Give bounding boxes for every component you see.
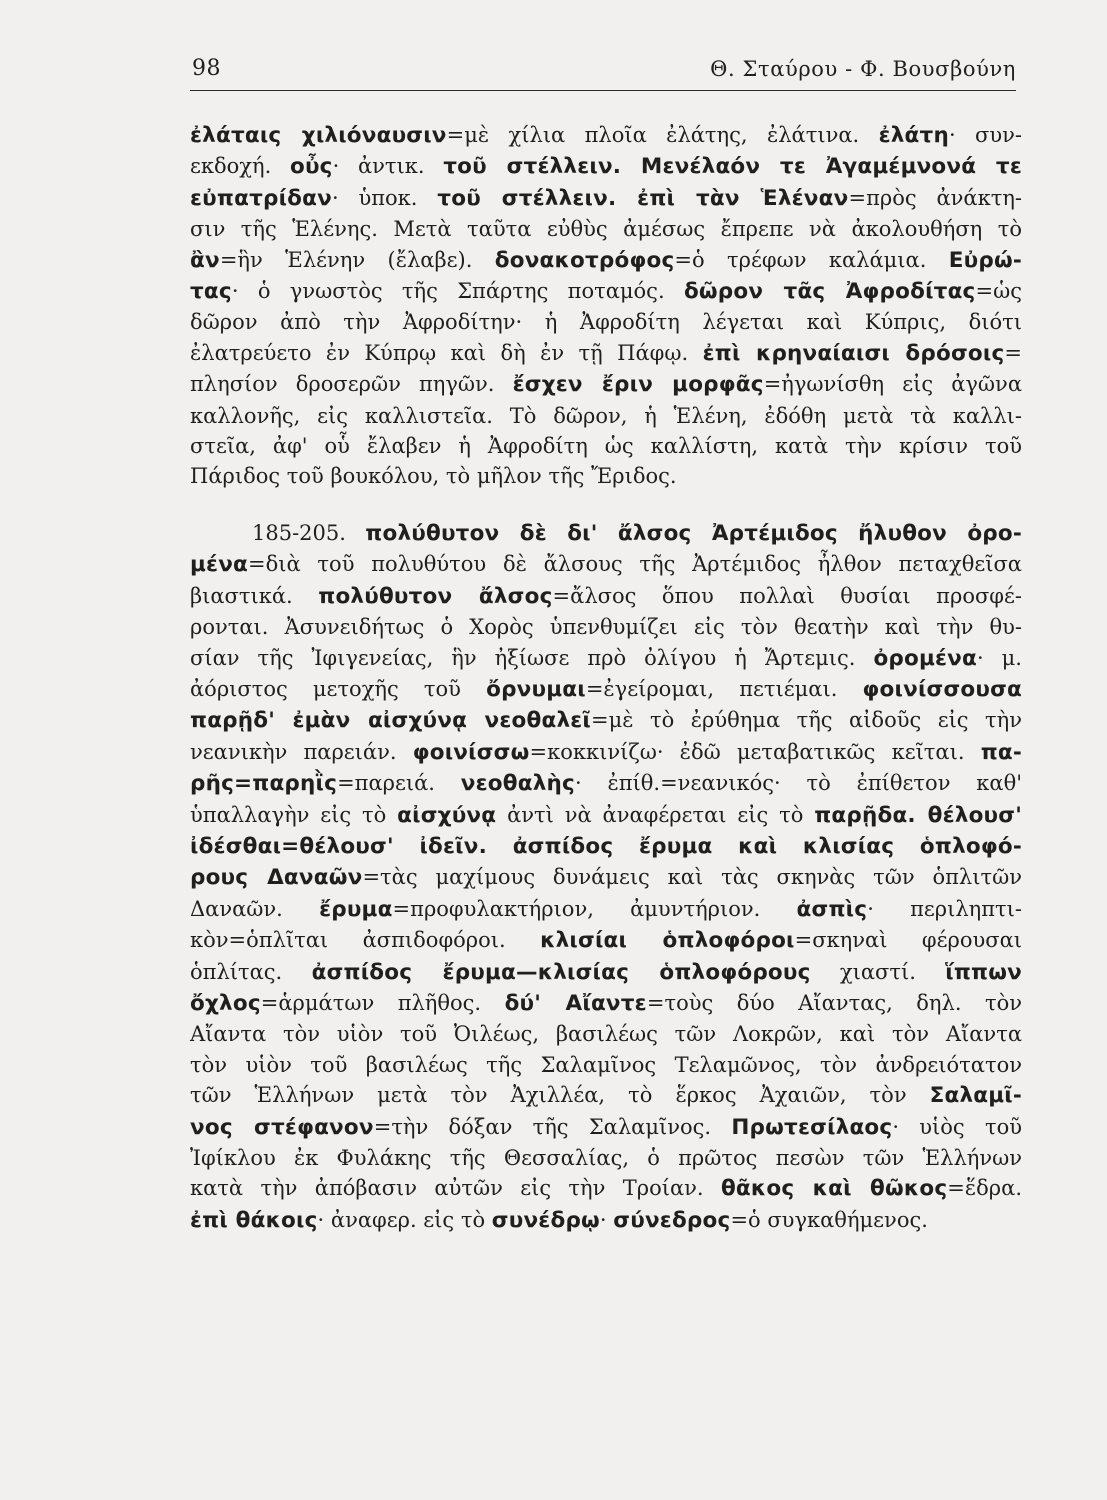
lemma-term: τοῦ στέλλειν. ἐπὶ τὰν Ἑλέναν <box>437 185 849 211</box>
text-line <box>190 401 1022 431</box>
gloss-text: τῶν Ἑλλήνων μετὰ τὸν Ἀχιλλέα, τὸ ἕρκος Ἀχαιῶν, τὸν <box>190 1083 930 1108</box>
gloss-text: =διὰ τοῦ πολυθύτου δὲ ἄλσους τῆς Ἀρτέμιδος ἦλθον πεταχθεῖσα <box>248 552 1022 577</box>
gloss-text: =ἕδρα. <box>947 1176 1022 1201</box>
lemma-term: αἰσχύνᾳ <box>397 802 497 828</box>
text-line <box>190 1205 1022 1236</box>
gloss-text: καλλονῆς, εἰς καλλιστεῖα. Τὸ δῶρον, ἡ Ἑλένη, ἐδόθη μετὰ τὰ καλλι- <box>190 403 1022 428</box>
lemma-term: ἐλάτη <box>878 123 949 148</box>
lemma-term: οὖς <box>289 154 333 180</box>
text-line <box>190 183 1022 214</box>
gloss-text: · ὑποκ. <box>331 185 438 210</box>
lemma-term: δῶρον τᾶς Ἀφροδίτας <box>683 279 976 305</box>
lemma-term: ἐλάταις χιλιόναυσιν <box>190 123 447 148</box>
gloss-text: · μ. <box>976 645 1022 670</box>
gloss-text: ὁπλίτας. <box>190 959 312 984</box>
text-line <box>190 581 1022 612</box>
lemma-term: συνέδρῳ <box>491 1207 600 1233</box>
text-line <box>190 245 1022 276</box>
gloss-text: κὸν=ὁπλῖται ἀσπιδοφόροι. <box>190 928 541 953</box>
text-line <box>190 1112 1022 1143</box>
gloss-text: · ἐπίθ.=νεανικός· τὸ ἐπίθετον καθ' <box>574 771 1022 796</box>
gloss-text: · περιληπτι- <box>867 896 1022 921</box>
gloss-text: =μὲ τὸ ἐρύθημα τῆς αἰδοῦς εἰς τὴν <box>591 708 1022 733</box>
lemma-term: πα- <box>980 739 1022 765</box>
gloss-text: =ὡς <box>975 279 1022 304</box>
lemma-term: πολύθυτον δὲ δι' ἄλσος Ἀρτέμιδος ἤλυθον ὀρο- <box>365 520 1022 546</box>
text-line <box>190 1080 1022 1111</box>
gloss-text: · υἱὸς τοῦ <box>892 1114 1022 1139</box>
text-line <box>190 307 1022 337</box>
lemma-term: νος στέφανον <box>190 1114 374 1140</box>
gloss-text: ἀντὶ νὰ ἀναφέρεται εἰς τὸ <box>496 802 815 827</box>
gloss-text: =πρὸς ἀνάκτη- <box>848 185 1022 210</box>
gloss-text: τὸν υἱὸν τοῦ βασιλέως τῆς Σαλαμῖνος Τελαμῶνος, τὸν ἀνδρειότατον <box>190 1052 1022 1077</box>
text-line <box>190 894 1022 925</box>
lemma-term: παρῇδ' ἐμὰν αἰσχύνᾳ νεοθαλεῖ <box>190 708 592 734</box>
gloss-text: =ἐγείρομαι, πετιέμαι. <box>585 676 863 701</box>
gloss-text: =τοὺς δύο Αἴαντας, δηλ. τὸν <box>646 990 1022 1015</box>
lemma-term: φοινίσσουσα <box>862 676 1023 702</box>
lemma-term: ἀσπίδος ἔρυμα—κλισίας ὁπλοφόρους <box>311 959 811 985</box>
text-line <box>190 120 1022 151</box>
lemma-term: ὄρνυμαι <box>486 676 586 702</box>
gloss-text: εκδοχή. <box>190 154 290 179</box>
gloss-text: =ἄλσος ὅπου πολλαὶ θυσίαι προσφέ- <box>552 583 1022 608</box>
text-line <box>190 1173 1022 1204</box>
gloss-text: ρονται. Ἀσυνειδήτως ὁ Χορὸς ὑπενθυμίζει εἰς τὸν θεατὴν καὶ τὴν θυ- <box>190 615 1022 640</box>
text-line <box>190 862 1022 893</box>
text-line <box>190 643 1022 674</box>
gloss-text: κατὰ τὴν ἀπόβασιν αὐτῶν εἰς τὴν Τροίαν. <box>190 1176 721 1201</box>
text-line <box>190 831 1022 862</box>
text-line <box>190 431 1022 461</box>
gloss-text: Ἰφίκλου ἐκ Φυλάκης τῆς Θεσσαλίας, ὁ πρῶτος πεσὼν τῶν Ἑλλήνων <box>190 1146 1022 1170</box>
text-line <box>190 800 1022 831</box>
lemma-term: Πρωτεσίλαος <box>731 1114 893 1140</box>
lemma-term: ἀσπὶς <box>796 896 868 922</box>
gloss-text: =ὁ τρέφων καλάμια. <box>674 247 949 272</box>
header-title: Θ. Σταύρου - Φ. Βουσβούνη <box>710 57 1016 81</box>
lemma-term: Σαλαμῖ- <box>929 1083 1022 1109</box>
text-line <box>190 1019 1022 1049</box>
gloss-text: δῶρον ἀπὸ τὴν Ἀφροδίτην· ἡ Ἀφροδίτη λέγεται καὶ Κύπρις, διότι <box>190 310 1022 335</box>
text-line <box>190 768 1022 799</box>
text-line <box>190 1050 1022 1080</box>
lemma-term: ἔσχεν ἔριν μορφᾶς <box>512 372 764 398</box>
running-head <box>190 52 1020 92</box>
lemma-term: σύνεδρος <box>613 1207 731 1233</box>
lemma-term: ἂν <box>190 247 220 273</box>
gloss-text: 185-205. <box>252 520 366 545</box>
gloss-text: =παρειά. <box>337 771 461 796</box>
gloss-text: νεανικὴν παρειάν. <box>190 739 413 764</box>
text-line <box>190 674 1022 705</box>
gloss-text: Δαναῶν. <box>190 896 320 921</box>
gloss-text: · συν- <box>948 123 1022 147</box>
text-line <box>190 369 1022 400</box>
gloss-text: · <box>599 1207 614 1232</box>
gloss-text: =μὲ χίλια πλοῖα ἐλάτης, ἐλάτινα. <box>446 123 879 147</box>
page-number: 98 <box>192 56 221 81</box>
lemma-term: ἔρυμα <box>319 896 393 922</box>
lemma-term: νεοθαλὴς <box>460 771 575 797</box>
gloss-text: σίαν τῆς Ἰφιγενείας, ἣν ἠξίωσε πρὸ ὀλίγου ἡ Ἄρτεμις. <box>190 645 874 670</box>
text-line <box>190 957 1022 988</box>
gloss-text: =ἠγωνίσθη εἰς ἀγῶνα <box>763 372 1023 397</box>
lemma-term: ρους Δαναῶν <box>190 865 363 891</box>
gloss-text: βιαστικά. <box>190 583 319 608</box>
text-line <box>190 549 1022 580</box>
gloss-text: = <box>1004 340 1023 365</box>
text-line <box>190 612 1022 642</box>
gloss-text: στεῖα, ἀφ' οὗ ἔλαβεν ἡ Ἀφροδίτη ὡς καλλίστη, κατὰ τὴν κρίσιν τοῦ <box>190 434 1022 459</box>
text-line <box>190 518 1022 549</box>
gloss-text: ἐλατρεύετο ἐν Κύπρῳ καὶ δὴ ἐν τῇ Πάφῳ. <box>190 340 703 365</box>
gloss-text: =ἁρμάτων πλῆθος. <box>260 990 505 1015</box>
gloss-text: =τὰς μαχίμους δυνάμεις καὶ τὰς σκηνὰς τῶν ὁπλιτῶν <box>362 865 1022 890</box>
gloss-text: · ἀντικ. <box>332 154 444 179</box>
text-line <box>190 925 1022 956</box>
lemma-term: ἰδέσθαι=θέλουσ' ἰδεῖν. ἀσπίδος ἔρυμα καὶ κλισίας ὁπλοφό- <box>190 833 1022 859</box>
lemma-term: ἐπὶ κρηναίαισι δρόσοις <box>702 340 1005 366</box>
lemma-term: τας <box>190 279 232 305</box>
gloss-text: =κοκκινίζω· ἐδῶ μεταβατικῶς κεῖται. <box>529 739 981 764</box>
gloss-text: Πάριδος τοῦ βουκόλου, τὸ μῆλον τῆς Ἔριδος. <box>190 464 677 489</box>
gloss-text: =τὴν δόξαν τῆς Σαλαμῖνος. <box>373 1114 732 1139</box>
lemma-term: ὄχλος <box>190 990 261 1016</box>
lemma-term: φοινίσσω <box>412 739 530 765</box>
gloss-text: χιαστί. <box>810 959 946 984</box>
lemma-term: θᾶκος καὶ θῶκος <box>720 1176 948 1202</box>
gloss-text: =ἣν Ἑλένην (ἔλαβε). <box>219 247 495 272</box>
text-line <box>190 151 1022 182</box>
lemma-term: μένα <box>190 552 249 578</box>
lemma-term: πολύθυτον ἄλσος <box>318 583 553 609</box>
gloss-text: =ὁ συγκαθήμενος. <box>730 1207 928 1232</box>
commentary-text <box>190 120 1022 1236</box>
lemma-term: ἐπὶ θάκοις <box>190 1207 318 1233</box>
lemma-term: δονακοτρόφος <box>494 247 675 273</box>
paragraph <box>190 518 1022 1236</box>
lemma-term: κλισίαι ὁπλοφόροι <box>540 928 795 954</box>
lemma-term: εὐπατρίδαν <box>190 185 332 211</box>
header-rule <box>190 90 1016 91</box>
paragraph <box>190 120 1022 492</box>
lemma-term: δύ' Αἴαντε <box>504 990 647 1016</box>
gloss-text: Αἴαντα τὸν υἱὸν τοῦ Ὀιλέως, βασιλέως τῶν Λοκρῶν, καὶ τὸν Αἴαντα <box>190 1022 1022 1047</box>
lemma-term: ρῆς=παρηῒς <box>190 771 338 797</box>
gloss-text: ἀόριστος μετοχῆς τοῦ <box>190 676 487 701</box>
gloss-text: · ἀναφερ. εἰς τὸ <box>317 1207 492 1232</box>
gloss-text: ὑπαλλαγὴν εἰς τὸ <box>190 802 398 827</box>
text-line <box>190 214 1022 244</box>
lemma-term: Εὐρώ- <box>948 247 1022 273</box>
text-line <box>190 1143 1022 1173</box>
lemma-term: τοῦ στέλλειν. Μενέλαόν τε Ἀγαμέμνονά τε <box>443 154 1023 180</box>
gloss-text: πλησίον δροσερῶν πηγῶν. <box>190 372 513 397</box>
gloss-text: · ὁ γνωστὸς τῆς Σπάρτης ποταμός. <box>231 279 684 304</box>
gloss-text: =προφυλακτήριον, ἀμυντήριον. <box>392 896 797 921</box>
text-line <box>190 988 1022 1019</box>
text-line <box>190 276 1022 307</box>
gloss-text: =σκηναὶ φέρουσαι <box>794 928 1022 953</box>
gloss-text: σιν τῆς Ἑλένης. Μετὰ ταῦτα εὐθὺς ἀμέσως ἔπρεπε νὰ ἀκολουθήση τὸ <box>190 217 1022 242</box>
text-line <box>190 705 1022 736</box>
text-line <box>190 338 1022 369</box>
text-line <box>190 461 1022 491</box>
text-line <box>190 737 1022 768</box>
lemma-term: ἵππων <box>945 959 1022 985</box>
lemma-term: ὀρομένα <box>873 645 977 671</box>
lemma-term: παρῇδα. θέλουσ' <box>814 802 1023 828</box>
